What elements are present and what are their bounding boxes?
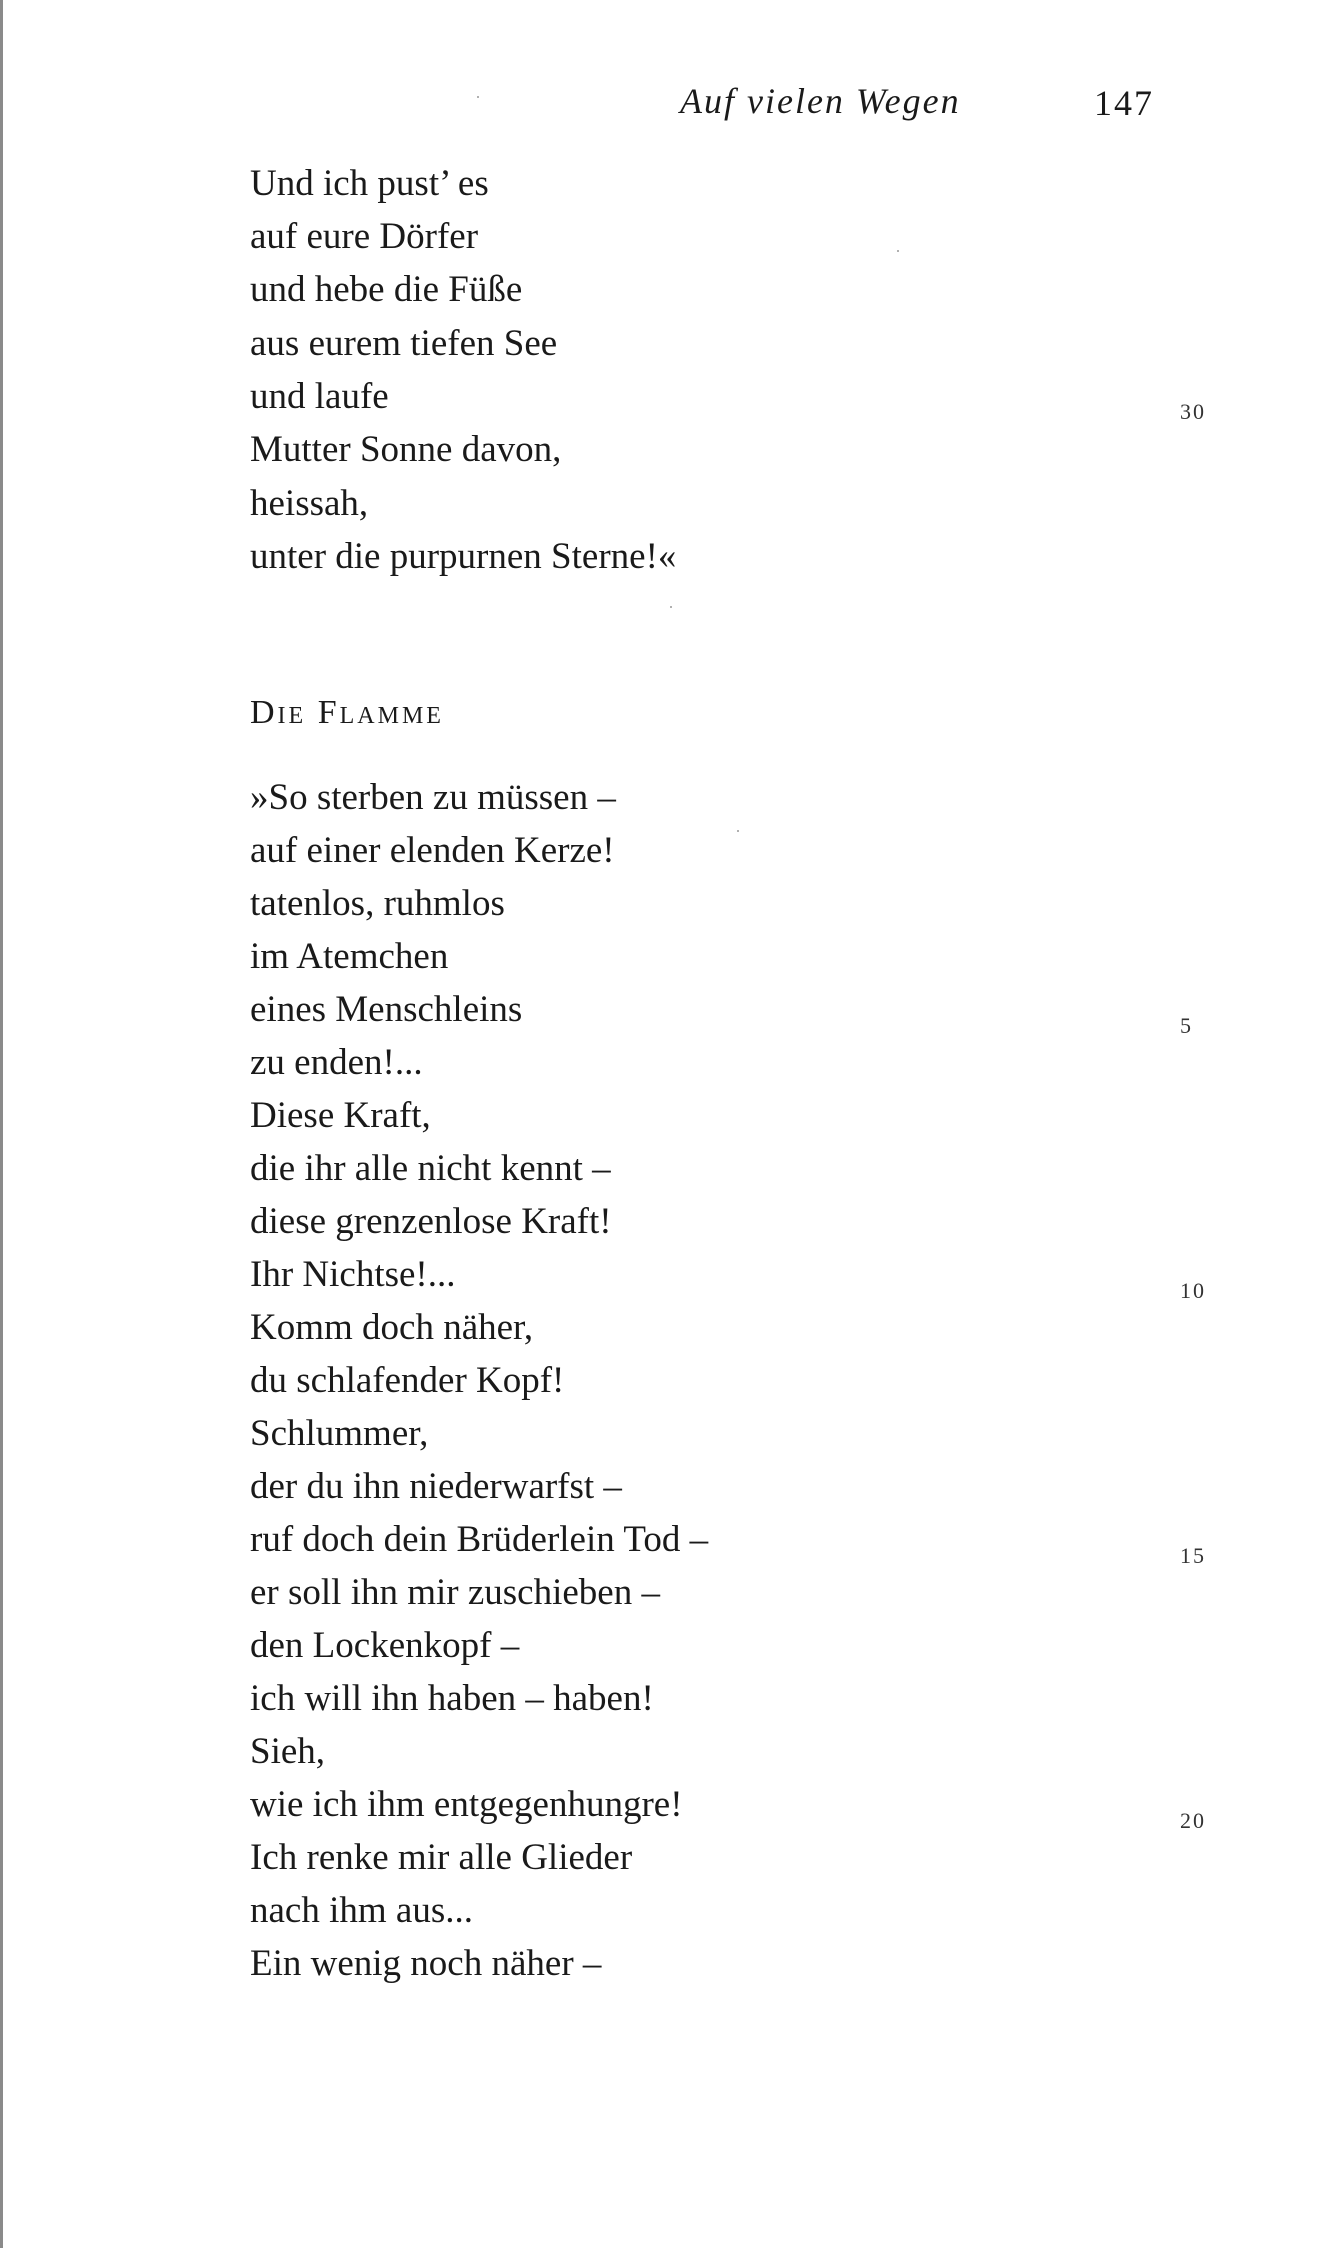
- poem-line: tatenlos, ruhmlos: [250, 883, 505, 924]
- poem-line: Mutter Sonne davon,: [250, 429, 562, 470]
- poem-line: ich will ihn haben – haben!: [250, 1678, 654, 1719]
- poem-line: wie ich ihm entgegenhungre!: [250, 1784, 683, 1825]
- page-spine-edge: [0, 0, 3, 2248]
- scan-speck: [897, 250, 899, 252]
- poem-line: Ein wenig noch näher –: [250, 1943, 602, 1984]
- running-title: Auf vielen Wegen: [680, 81, 961, 121]
- poem-title: Die Flamme: [250, 694, 444, 731]
- poem-line: eines Menschleins: [250, 989, 523, 1030]
- poem-line: aus eurem tiefen See: [250, 323, 558, 364]
- line-number: 10: [1180, 1278, 1206, 1303]
- poem-line: diese grenzenlose Kraft!: [250, 1201, 612, 1242]
- poem-line: der du ihn niederwarfst –: [250, 1466, 622, 1507]
- poem-line: Und ich pust’ es: [250, 163, 489, 204]
- poem-line: auf eure Dörfer: [250, 216, 479, 257]
- poem-line: unter die purpurnen Sterne!«: [250, 536, 677, 577]
- poem-line: und hebe die Füße: [250, 269, 523, 310]
- poem-line: Sieh,: [250, 1731, 326, 1772]
- poem-line: im Atemchen: [250, 936, 449, 977]
- poem-line: ruf doch dein Brüderlein Tod –: [250, 1519, 709, 1560]
- line-number: 20: [1180, 1808, 1206, 1833]
- poem-line: Diese Kraft,: [250, 1095, 431, 1136]
- poem-line: Ihr Nichtse!...: [250, 1254, 456, 1295]
- poem-line: er soll ihn mir zuschieben –: [250, 1572, 660, 1613]
- line-number: 5: [1180, 1013, 1193, 1038]
- poem-line: Komm doch näher,: [250, 1307, 534, 1348]
- poem-line: du schlafender Kopf!: [250, 1360, 565, 1401]
- poem-line: Ich renke mir alle Glieder: [250, 1837, 633, 1878]
- poem-line: nach ihm aus...: [250, 1890, 473, 1931]
- line-number: 15: [1180, 1543, 1206, 1568]
- poem-line: auf einer elenden Kerze!: [250, 830, 615, 871]
- poem-line: und laufe: [250, 376, 389, 417]
- poem-line: heissah,: [250, 483, 369, 524]
- scan-speck: [477, 96, 479, 98]
- scan-speck: [737, 830, 739, 832]
- scan-speck: [670, 606, 672, 608]
- poem-line: die ihr alle nicht kennt –: [250, 1148, 611, 1189]
- poem-line: Schlummer,: [250, 1413, 429, 1454]
- poem-line: den Lockenkopf –: [250, 1625, 520, 1666]
- poem-line: »So sterben zu müssen –: [250, 777, 616, 818]
- page-number: 147: [1094, 83, 1154, 123]
- poem-line: zu enden!...: [250, 1042, 423, 1083]
- line-number: 30: [1180, 399, 1206, 424]
